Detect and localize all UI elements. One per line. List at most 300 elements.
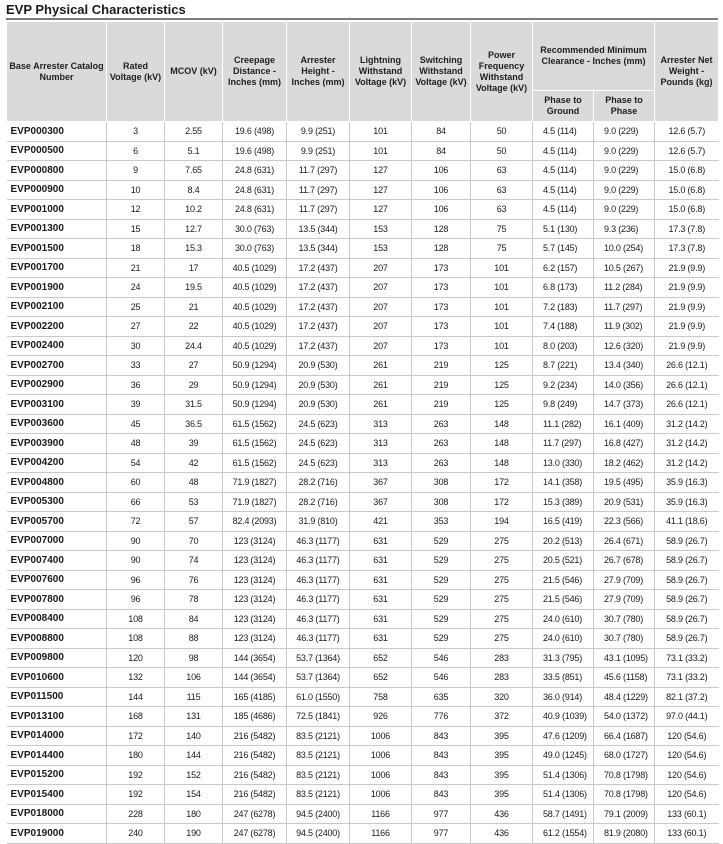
- cell-catalog-number: EVP000800: [7, 161, 107, 181]
- cell-rated-voltage: 180: [107, 746, 165, 766]
- cell-arrester-height: 53.7 (1364): [287, 648, 350, 668]
- cell-rated-voltage: 6: [107, 141, 165, 161]
- cell-catalog-number: EVP008400: [7, 609, 107, 629]
- cell-switching-withstand: 529: [412, 570, 471, 590]
- cell-lightning-withstand: 1006: [350, 785, 412, 805]
- cell-creepage-distance: 50.9 (1294): [223, 375, 287, 395]
- cell-catalog-number: EVP000900: [7, 180, 107, 200]
- table-row: [7, 336, 719, 356]
- cell-arrester-height: 17.2 (437): [287, 336, 350, 356]
- cell-switching-withstand: 84: [412, 141, 471, 161]
- table-row: [7, 648, 719, 668]
- cell-arrester-height: 20.9 (530): [287, 375, 350, 395]
- cell-catalog-number: EVP019000: [7, 824, 107, 844]
- cell-clearance-phase-to-phase: 9.3 (236): [594, 219, 655, 239]
- cell-clearance-phase-to-phase: 16.8 (427): [594, 434, 655, 454]
- cell-switching-withstand: 529: [412, 609, 471, 629]
- cell-net-weight: 26.6 (12.1): [655, 356, 719, 376]
- cell-mcov: 8.4: [165, 180, 223, 200]
- cell-clearance-phase-to-ground: 24.0 (610): [533, 609, 594, 629]
- cell-net-weight: 31.2 (14.2): [655, 414, 719, 434]
- cell-rated-voltage: 120: [107, 648, 165, 668]
- cell-net-weight: 35.9 (16.3): [655, 473, 719, 493]
- cell-creepage-distance: 185 (4686): [223, 707, 287, 727]
- cell-net-weight: 58.9 (26.7): [655, 629, 719, 649]
- cell-lightning-withstand: 631: [350, 609, 412, 629]
- cell-rated-voltage: 25: [107, 297, 165, 317]
- cell-switching-withstand: 308: [412, 473, 471, 493]
- cell-power-frequency-withstand: 172: [471, 492, 533, 512]
- cell-power-frequency-withstand: 101: [471, 278, 533, 298]
- table-row: [7, 297, 719, 317]
- cell-switching-withstand: 843: [412, 785, 471, 805]
- cell-mcov: 39: [165, 434, 223, 454]
- cell-creepage-distance: 216 (5482): [223, 726, 287, 746]
- cell-creepage-distance: 123 (3124): [223, 551, 287, 571]
- cell-clearance-phase-to-ground: 6.8 (173): [533, 278, 594, 298]
- cell-power-frequency-withstand: 50: [471, 122, 533, 142]
- cell-switching-withstand: 263: [412, 414, 471, 434]
- table-body: [7, 122, 719, 844]
- cell-clearance-phase-to-ground: 21.5 (546): [533, 570, 594, 590]
- cell-power-frequency-withstand: 395: [471, 785, 533, 805]
- cell-rated-voltage: 108: [107, 609, 165, 629]
- cell-power-frequency-withstand: 125: [471, 356, 533, 376]
- cell-rated-voltage: 21: [107, 258, 165, 278]
- cell-power-frequency-withstand: 275: [471, 570, 533, 590]
- cell-rated-voltage: 3: [107, 122, 165, 142]
- cell-clearance-phase-to-ground: 47.6 (1209): [533, 726, 594, 746]
- cell-net-weight: 15.0 (6.8): [655, 200, 719, 220]
- cell-arrester-height: 17.2 (437): [287, 258, 350, 278]
- cell-creepage-distance: 82.4 (2093): [223, 512, 287, 532]
- cell-creepage-distance: 123 (3124): [223, 570, 287, 590]
- cell-catalog-number: EVP003900: [7, 434, 107, 454]
- cell-power-frequency-withstand: 148: [471, 453, 533, 473]
- cell-clearance-phase-to-ground: 61.2 (1554): [533, 824, 594, 844]
- cell-net-weight: 35.9 (16.3): [655, 492, 719, 512]
- cell-lightning-withstand: 367: [350, 473, 412, 493]
- cell-creepage-distance: 61.5 (1562): [223, 453, 287, 473]
- cell-clearance-phase-to-phase: 22.3 (566): [594, 512, 655, 532]
- cell-clearance-phase-to-ground: 11.1 (282): [533, 414, 594, 434]
- cell-clearance-phase-to-phase: 9.0 (229): [594, 161, 655, 181]
- cell-rated-voltage: 18: [107, 239, 165, 259]
- cell-net-weight: 73.1 (33.2): [655, 668, 719, 688]
- cell-creepage-distance: 247 (6278): [223, 804, 287, 824]
- cell-net-weight: 21.9 (9.9): [655, 278, 719, 298]
- cell-clearance-phase-to-ground: 5.1 (130): [533, 219, 594, 239]
- cell-net-weight: 120 (54.6): [655, 726, 719, 746]
- cell-rated-voltage: 168: [107, 707, 165, 727]
- cell-catalog-number: EVP009800: [7, 648, 107, 668]
- cell-clearance-phase-to-phase: 70.8 (1798): [594, 785, 655, 805]
- cell-rated-voltage: 36: [107, 375, 165, 395]
- cell-arrester-height: 31.9 (810): [287, 512, 350, 532]
- table-row: [7, 356, 719, 376]
- cell-arrester-height: 24.5 (623): [287, 414, 350, 434]
- cell-clearance-phase-to-phase: 14.0 (356): [594, 375, 655, 395]
- cell-power-frequency-withstand: 75: [471, 239, 533, 259]
- cell-rated-voltage: 96: [107, 590, 165, 610]
- cell-net-weight: 58.9 (26.7): [655, 551, 719, 571]
- header-creepage: Creepage Distance - Inches (mm): [223, 22, 287, 122]
- cell-catalog-number: EVP010600: [7, 668, 107, 688]
- cell-mcov: 15.3: [165, 239, 223, 259]
- table-row: [7, 746, 719, 766]
- table-row: [7, 453, 719, 473]
- cell-arrester-height: 17.2 (437): [287, 297, 350, 317]
- characteristics-table: [6, 21, 719, 844]
- cell-mcov: 22: [165, 317, 223, 337]
- cell-mcov: 36.5: [165, 414, 223, 434]
- cell-lightning-withstand: 153: [350, 219, 412, 239]
- cell-rated-voltage: 24: [107, 278, 165, 298]
- cell-clearance-phase-to-ground: 4.5 (114): [533, 180, 594, 200]
- cell-mcov: 19.5: [165, 278, 223, 298]
- cell-switching-withstand: 128: [412, 219, 471, 239]
- cell-switching-withstand: 843: [412, 746, 471, 766]
- cell-rated-voltage: 90: [107, 531, 165, 551]
- header-height: Arrester Height - Inches (mm): [287, 22, 350, 122]
- cell-net-weight: 17.3 (7.8): [655, 239, 719, 259]
- cell-clearance-phase-to-phase: 10.0 (254): [594, 239, 655, 259]
- cell-creepage-distance: 216 (5482): [223, 785, 287, 805]
- cell-catalog-number: EVP001000: [7, 200, 107, 220]
- cell-power-frequency-withstand: 436: [471, 804, 533, 824]
- cell-lightning-withstand: 631: [350, 570, 412, 590]
- cell-lightning-withstand: 207: [350, 336, 412, 356]
- cell-clearance-phase-to-phase: 30.7 (780): [594, 629, 655, 649]
- table-row: [7, 492, 719, 512]
- cell-switching-withstand: 219: [412, 395, 471, 415]
- cell-mcov: 106: [165, 668, 223, 688]
- cell-switching-withstand: 263: [412, 453, 471, 473]
- cell-lightning-withstand: 101: [350, 141, 412, 161]
- table-row: [7, 668, 719, 688]
- cell-lightning-withstand: 153: [350, 239, 412, 259]
- cell-creepage-distance: 40.5 (1029): [223, 336, 287, 356]
- table-row: [7, 473, 719, 493]
- table-row: [7, 161, 719, 181]
- cell-catalog-number: EVP007000: [7, 531, 107, 551]
- cell-clearance-phase-to-ground: 24.0 (610): [533, 629, 594, 649]
- cell-switching-withstand: 977: [412, 804, 471, 824]
- cell-clearance-phase-to-ground: 4.5 (114): [533, 141, 594, 161]
- cell-switching-withstand: 353: [412, 512, 471, 532]
- cell-clearance-phase-to-ground: 11.7 (297): [533, 434, 594, 454]
- table-row: [7, 531, 719, 551]
- cell-net-weight: 21.9 (9.9): [655, 336, 719, 356]
- cell-rated-voltage: 10: [107, 180, 165, 200]
- cell-lightning-withstand: 652: [350, 648, 412, 668]
- cell-rated-voltage: 66: [107, 492, 165, 512]
- cell-clearance-phase-to-phase: 26.7 (678): [594, 551, 655, 571]
- cell-net-weight: 15.0 (6.8): [655, 180, 719, 200]
- table-row: [7, 785, 719, 805]
- cell-catalog-number: EVP001300: [7, 219, 107, 239]
- cell-arrester-height: 83.5 (2121): [287, 726, 350, 746]
- cell-switching-withstand: 173: [412, 297, 471, 317]
- table-row: [7, 141, 719, 161]
- cell-creepage-distance: 123 (3124): [223, 629, 287, 649]
- cell-arrester-height: 94.5 (2400): [287, 824, 350, 844]
- cell-power-frequency-withstand: 283: [471, 648, 533, 668]
- table-row: [7, 200, 719, 220]
- cell-net-weight: 120 (54.6): [655, 765, 719, 785]
- cell-clearance-phase-to-phase: 48.4 (1229): [594, 687, 655, 707]
- table-row: [7, 512, 719, 532]
- table-row: [7, 239, 719, 259]
- cell-arrester-height: 46.3 (1177): [287, 570, 350, 590]
- cell-mcov: 53: [165, 492, 223, 512]
- cell-arrester-height: 24.5 (623): [287, 453, 350, 473]
- cell-net-weight: 58.9 (26.7): [655, 609, 719, 629]
- cell-creepage-distance: 123 (3124): [223, 590, 287, 610]
- table-row: [7, 395, 719, 415]
- cell-clearance-phase-to-ground: 49.0 (1245): [533, 746, 594, 766]
- cell-rated-voltage: 60: [107, 473, 165, 493]
- cell-lightning-withstand: 261: [350, 375, 412, 395]
- cell-net-weight: 31.2 (14.2): [655, 434, 719, 454]
- cell-net-weight: 120 (54.6): [655, 785, 719, 805]
- cell-catalog-number: EVP002900: [7, 375, 107, 395]
- cell-creepage-distance: 24.8 (631): [223, 161, 287, 181]
- cell-power-frequency-withstand: 63: [471, 200, 533, 220]
- cell-switching-withstand: 843: [412, 765, 471, 785]
- cell-arrester-height: 11.7 (297): [287, 161, 350, 181]
- header-rated-voltage: Rated Voltage (kV): [107, 22, 165, 122]
- table-row: [7, 707, 719, 727]
- cell-clearance-phase-to-ground: 8.0 (203): [533, 336, 594, 356]
- cell-rated-voltage: 192: [107, 785, 165, 805]
- cell-catalog-number: EVP002100: [7, 297, 107, 317]
- cell-lightning-withstand: 1166: [350, 804, 412, 824]
- cell-net-weight: 12.6 (5.7): [655, 122, 719, 142]
- cell-arrester-height: 61.0 (1550): [287, 687, 350, 707]
- cell-catalog-number: EVP004200: [7, 453, 107, 473]
- cell-switching-withstand: 546: [412, 668, 471, 688]
- cell-mcov: 57: [165, 512, 223, 532]
- table-row: [7, 180, 719, 200]
- cell-catalog-number: EVP003600: [7, 414, 107, 434]
- cell-net-weight: 15.0 (6.8): [655, 161, 719, 181]
- cell-net-weight: 133 (60.1): [655, 824, 719, 844]
- cell-rated-voltage: 9: [107, 161, 165, 181]
- cell-mcov: 144: [165, 746, 223, 766]
- cell-catalog-number: EVP001900: [7, 278, 107, 298]
- cell-mcov: 140: [165, 726, 223, 746]
- cell-creepage-distance: 144 (3654): [223, 648, 287, 668]
- cell-arrester-height: 46.3 (1177): [287, 609, 350, 629]
- cell-mcov: 29: [165, 375, 223, 395]
- table-row: [7, 375, 719, 395]
- cell-clearance-phase-to-ground: 7.2 (183): [533, 297, 594, 317]
- cell-clearance-phase-to-phase: 19.5 (495): [594, 473, 655, 493]
- cell-net-weight: 21.9 (9.9): [655, 258, 719, 278]
- table-row: [7, 278, 719, 298]
- cell-catalog-number: EVP002200: [7, 317, 107, 337]
- cell-arrester-height: 72.5 (1841): [287, 707, 350, 727]
- cell-net-weight: 58.9 (26.7): [655, 570, 719, 590]
- cell-creepage-distance: 24.8 (631): [223, 180, 287, 200]
- cell-catalog-number: EVP013100: [7, 707, 107, 727]
- cell-arrester-height: 17.2 (437): [287, 278, 350, 298]
- cell-lightning-withstand: 127: [350, 200, 412, 220]
- cell-creepage-distance: 50.9 (1294): [223, 395, 287, 415]
- cell-catalog-number: EVP003100: [7, 395, 107, 415]
- cell-lightning-withstand: 631: [350, 551, 412, 571]
- cell-clearance-phase-to-phase: 18.2 (462): [594, 453, 655, 473]
- cell-lightning-withstand: 652: [350, 668, 412, 688]
- cell-mcov: 154: [165, 785, 223, 805]
- cell-power-frequency-withstand: 320: [471, 687, 533, 707]
- table-row: [7, 414, 719, 434]
- cell-power-frequency-withstand: 148: [471, 414, 533, 434]
- table-row: [7, 258, 719, 278]
- cell-clearance-phase-to-ground: 16.5 (419): [533, 512, 594, 532]
- cell-power-frequency-withstand: 194: [471, 512, 533, 532]
- cell-creepage-distance: 123 (3124): [223, 609, 287, 629]
- cell-lightning-withstand: 1006: [350, 726, 412, 746]
- cell-clearance-phase-to-phase: 30.7 (780): [594, 609, 655, 629]
- cell-switching-withstand: 635: [412, 687, 471, 707]
- cell-net-weight: 26.6 (12.1): [655, 375, 719, 395]
- cell-power-frequency-withstand: 101: [471, 317, 533, 337]
- cell-rated-voltage: 172: [107, 726, 165, 746]
- cell-creepage-distance: 61.5 (1562): [223, 414, 287, 434]
- cell-power-frequency-withstand: 50: [471, 141, 533, 161]
- cell-rated-voltage: 72: [107, 512, 165, 532]
- cell-mcov: 2.55: [165, 122, 223, 142]
- cell-switching-withstand: 106: [412, 161, 471, 181]
- cell-net-weight: 82.1 (37.2): [655, 687, 719, 707]
- cell-net-weight: 26.6 (12.1): [655, 395, 719, 415]
- cell-clearance-phase-to-ground: 51.4 (1306): [533, 785, 594, 805]
- cell-lightning-withstand: 1166: [350, 824, 412, 844]
- cell-catalog-number: EVP008800: [7, 629, 107, 649]
- cell-arrester-height: 20.9 (530): [287, 356, 350, 376]
- cell-lightning-withstand: 261: [350, 356, 412, 376]
- cell-mcov: 24.4: [165, 336, 223, 356]
- cell-switching-withstand: 529: [412, 590, 471, 610]
- cell-rated-voltage: 54: [107, 453, 165, 473]
- cell-clearance-phase-to-phase: 11.9 (302): [594, 317, 655, 337]
- cell-arrester-height: 46.3 (1177): [287, 531, 350, 551]
- cell-mcov: 10.2: [165, 200, 223, 220]
- cell-lightning-withstand: 207: [350, 317, 412, 337]
- cell-catalog-number: EVP005300: [7, 492, 107, 512]
- cell-power-frequency-withstand: 101: [471, 297, 533, 317]
- cell-lightning-withstand: 421: [350, 512, 412, 532]
- cell-clearance-phase-to-phase: 68.0 (1727): [594, 746, 655, 766]
- cell-net-weight: 133 (60.1): [655, 804, 719, 824]
- cell-net-weight: 21.9 (9.9): [655, 297, 719, 317]
- cell-creepage-distance: 71.9 (1827): [223, 492, 287, 512]
- cell-creepage-distance: 71.9 (1827): [223, 473, 287, 493]
- cell-arrester-height: 28.2 (716): [287, 492, 350, 512]
- cell-arrester-height: 46.3 (1177): [287, 590, 350, 610]
- cell-lightning-withstand: 1006: [350, 746, 412, 766]
- cell-clearance-phase-to-ground: 5.7 (145): [533, 239, 594, 259]
- cell-creepage-distance: 30.0 (763): [223, 239, 287, 259]
- cell-clearance-phase-to-phase: 26.4 (671): [594, 531, 655, 551]
- cell-catalog-number: EVP014000: [7, 726, 107, 746]
- cell-clearance-phase-to-phase: 10.5 (267): [594, 258, 655, 278]
- cell-clearance-phase-to-phase: 20.9 (531): [594, 492, 655, 512]
- cell-net-weight: 12.6 (5.7): [655, 141, 719, 161]
- cell-switching-withstand: 106: [412, 200, 471, 220]
- cell-clearance-phase-to-ground: 51.4 (1306): [533, 765, 594, 785]
- cell-power-frequency-withstand: 436: [471, 824, 533, 844]
- cell-clearance-phase-to-ground: 40.9 (1039): [533, 707, 594, 727]
- cell-power-frequency-withstand: 125: [471, 395, 533, 415]
- cell-clearance-phase-to-ground: 20.5 (521): [533, 551, 594, 571]
- table-row: [7, 609, 719, 629]
- cell-rated-voltage: 228: [107, 804, 165, 824]
- cell-lightning-withstand: 1006: [350, 765, 412, 785]
- cell-creepage-distance: 19.6 (498): [223, 122, 287, 142]
- cell-mcov: 78: [165, 590, 223, 610]
- table-row: [7, 765, 719, 785]
- cell-arrester-height: 28.2 (716): [287, 473, 350, 493]
- cell-mcov: 84: [165, 609, 223, 629]
- cell-creepage-distance: 24.8 (631): [223, 200, 287, 220]
- cell-creepage-distance: 216 (5482): [223, 765, 287, 785]
- cell-clearance-phase-to-phase: 9.0 (229): [594, 122, 655, 142]
- cell-lightning-withstand: 313: [350, 434, 412, 454]
- cell-arrester-height: 11.7 (297): [287, 200, 350, 220]
- cell-power-frequency-withstand: 395: [471, 726, 533, 746]
- cell-power-frequency-withstand: 275: [471, 590, 533, 610]
- cell-switching-withstand: 776: [412, 707, 471, 727]
- cell-catalog-number: EVP000300: [7, 122, 107, 142]
- cell-clearance-phase-to-phase: 11.7 (297): [594, 297, 655, 317]
- cell-mcov: 12.7: [165, 219, 223, 239]
- cell-clearance-phase-to-ground: 33.5 (851): [533, 668, 594, 688]
- cell-arrester-height: 11.7 (297): [287, 180, 350, 200]
- header-weight: Arrester Net Weight - Pounds (kg): [655, 22, 719, 122]
- cell-clearance-phase-to-ground: 13.0 (330): [533, 453, 594, 473]
- cell-mcov: 152: [165, 765, 223, 785]
- table-row: [7, 551, 719, 571]
- cell-creepage-distance: 40.5 (1029): [223, 297, 287, 317]
- cell-net-weight: 21.9 (9.9): [655, 317, 719, 337]
- cell-arrester-height: 24.5 (623): [287, 434, 350, 454]
- cell-creepage-distance: 247 (6278): [223, 824, 287, 844]
- cell-switching-withstand: 219: [412, 375, 471, 395]
- cell-clearance-phase-to-phase: 9.0 (229): [594, 200, 655, 220]
- cell-clearance-phase-to-ground: 36.0 (914): [533, 687, 594, 707]
- cell-catalog-number: EVP000500: [7, 141, 107, 161]
- cell-mcov: 17: [165, 258, 223, 278]
- cell-clearance-phase-to-ground: 8.7 (221): [533, 356, 594, 376]
- cell-mcov: 88: [165, 629, 223, 649]
- table-row: [7, 590, 719, 610]
- cell-power-frequency-withstand: 148: [471, 434, 533, 454]
- cell-power-frequency-withstand: 101: [471, 258, 533, 278]
- cell-rated-voltage: 108: [107, 629, 165, 649]
- cell-catalog-number: EVP002400: [7, 336, 107, 356]
- cell-rated-voltage: 27: [107, 317, 165, 337]
- cell-net-weight: 97.0 (44.1): [655, 707, 719, 727]
- cell-lightning-withstand: 127: [350, 161, 412, 181]
- cell-catalog-number: EVP011500: [7, 687, 107, 707]
- cell-switching-withstand: 263: [412, 434, 471, 454]
- cell-lightning-withstand: 127: [350, 180, 412, 200]
- cell-lightning-withstand: 631: [350, 590, 412, 610]
- cell-lightning-withstand: 261: [350, 395, 412, 415]
